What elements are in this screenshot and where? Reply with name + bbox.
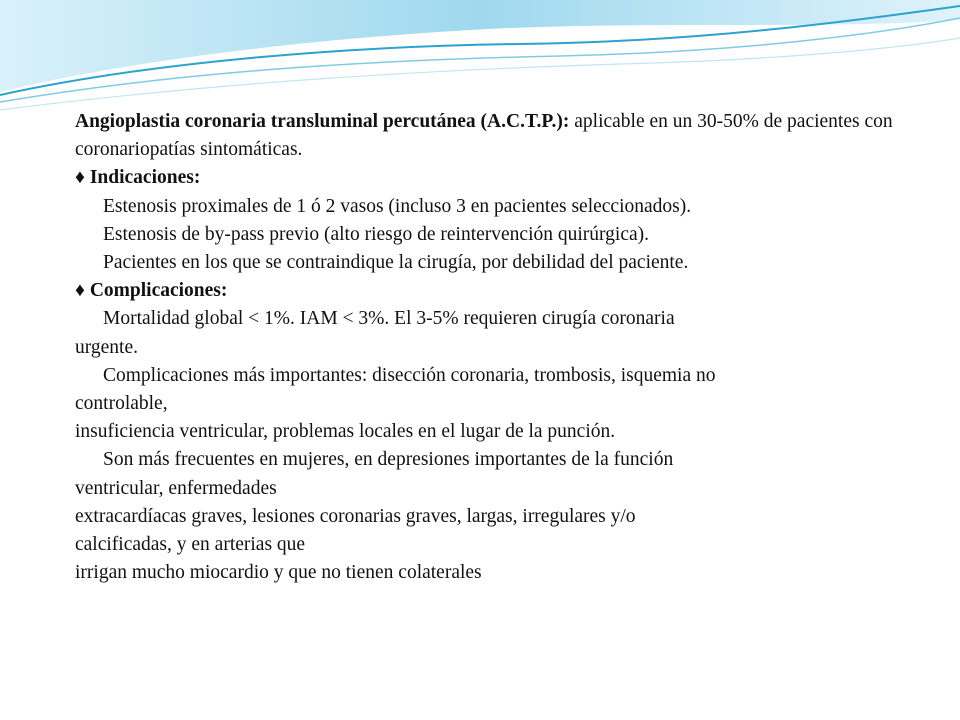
complicacion-item	[75, 446, 905, 474]
indicaciones-heading: ♦ Indicaciones:	[75, 167, 201, 189]
indicacion-text: Estenosis de by-pass previo (alto riesgo de reintervención quirúrgica).	[103, 223, 650, 245]
complicaciones-heading: ♦ Complicaciones:	[75, 280, 228, 302]
header-wave-decoration	[0, 0, 960, 120]
title-line-2: coronariopatías sintomáticas.	[75, 139, 303, 161]
indicacion-item	[75, 193, 905, 221]
complicacion-text: Complicaciones más importantes: disección coronaria, trombosis, isquemia no	[103, 364, 716, 386]
complicacion-text-continued: insuficiencia ventricular, problemas locales en el lugar de la punción.	[75, 421, 616, 443]
indicacion-text: Estenosis proximales de 1 ó 2 vasos (incluso 3 en pacientes seleccionados).	[103, 195, 692, 217]
complicacion-text-continued: ventricular, enfermedades	[75, 477, 277, 499]
indicacion-text: Pacientes en los que se contraindique la cirugía, por debilidad del paciente.	[103, 252, 689, 274]
indicacion-item	[75, 221, 905, 249]
title-bold: Angioplastia coronaria transluminal percutánea (A.C.T.P.):	[75, 111, 570, 132]
complicacion-text-continued: irrigan mucho miocardio y que no tienen colaterales	[75, 562, 482, 584]
complicacion-text-continued: controlable,	[75, 393, 168, 415]
title-rest: aplicable en un 30-50% de pacientes con	[569, 111, 893, 132]
title-paragraph	[75, 108, 905, 136]
complicacion-item	[75, 362, 905, 390]
complicacion-text: Mortalidad global < 1%. IAM < 3%. El 3-5% requieren cirugía coronaria	[103, 308, 675, 330]
complicacion-text: Son más frecuentes en mujeres, en depresiones importantes de la función	[103, 449, 674, 471]
complicacion-text-continued: extracardíacas graves, lesiones coronarias graves, largas, irregulares y/o	[75, 505, 636, 527]
complicacion-text-continued: calcificadas, y en arterias que	[75, 534, 306, 556]
slide-body	[75, 108, 905, 587]
indicacion-item	[75, 249, 905, 277]
complicacion-item	[75, 305, 905, 333]
complicacion-text-continued: urgente.	[75, 336, 138, 358]
